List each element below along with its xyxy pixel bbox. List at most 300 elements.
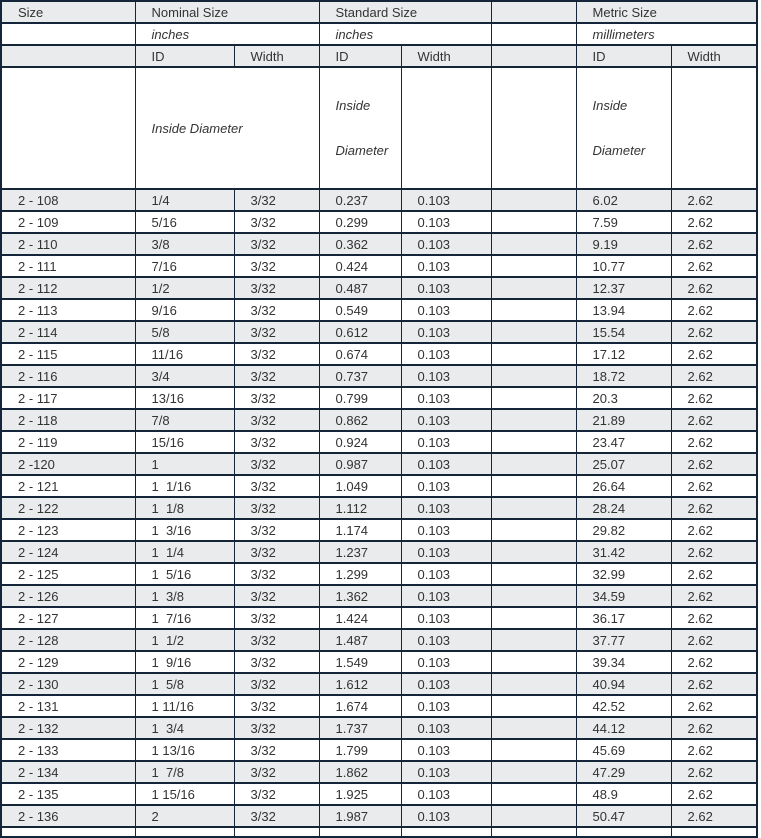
cell-standard-id: 1.487 xyxy=(319,629,401,651)
cell-standard-width: 0.103 xyxy=(401,739,491,761)
cell-metric-id: 37.77 xyxy=(576,629,671,651)
cell-metric-id: 31.42 xyxy=(576,541,671,563)
cell-nominal-width: 3/32 xyxy=(234,475,319,497)
table-row xyxy=(1,761,757,783)
cell-spacer xyxy=(491,519,576,541)
cell-standard-width: 0.103 xyxy=(401,387,491,409)
cell-standard-id: 0.299 xyxy=(319,211,401,233)
cell-size: 2 - 127 xyxy=(1,607,135,629)
cell-metric-id: 45.69 xyxy=(576,739,671,761)
cell-spacer xyxy=(491,607,576,629)
cell-spacer xyxy=(491,277,576,299)
cell-standard-id: 1.737 xyxy=(319,717,401,739)
cell-nominal-id: 7/8 xyxy=(135,409,234,431)
cell-metric-width: 2.62 xyxy=(671,673,757,695)
diameter-word: Diameter xyxy=(335,143,389,158)
table-row xyxy=(1,233,757,255)
cell-standard-id: 1.424 xyxy=(319,607,401,629)
cell-size: 2 - 123 xyxy=(1,519,135,541)
cell-standard-width: 0.103 xyxy=(401,519,491,541)
cell-standard-id: 0.362 xyxy=(319,233,401,255)
cell-standard-id: 1.925 xyxy=(319,783,401,805)
cell-spacer xyxy=(491,673,576,695)
cell-standard-width: 0.103 xyxy=(401,497,491,519)
diameter-word: Diameter xyxy=(592,143,646,158)
cell-metric-width: 2.62 xyxy=(671,519,757,541)
cell-nominal-id: 5/8 xyxy=(135,321,234,343)
cell-metric-width: 2.62 xyxy=(671,233,757,255)
cell-nominal-id: 13/16 xyxy=(135,387,234,409)
table-row xyxy=(1,453,757,475)
cell-size: 2 - 110 xyxy=(1,233,135,255)
cell-metric-id: 40.94 xyxy=(576,673,671,695)
cell-nominal-id: 1 13/16 xyxy=(135,739,234,761)
table-row xyxy=(1,211,757,233)
cell-size: 2 - 111 xyxy=(1,255,135,277)
cell-nominal-width: 3/32 xyxy=(234,761,319,783)
cell-spacer xyxy=(491,717,576,739)
units-nominal: inches xyxy=(135,23,319,45)
cell-spacer xyxy=(491,431,576,453)
cell-spacer xyxy=(491,475,576,497)
table-row xyxy=(1,783,757,805)
cell-nominal-id: 2 xyxy=(135,805,234,827)
table-row xyxy=(1,629,757,651)
cell-metric-width: 2.62 xyxy=(671,431,757,453)
cell-nominal-id: 11/16 xyxy=(135,343,234,365)
cell-spacer xyxy=(491,365,576,387)
cell-spacer xyxy=(491,563,576,585)
cell-standard-id: 1.049 xyxy=(319,475,401,497)
cell-standard-id: 1.799 xyxy=(319,739,401,761)
cell-size: 2 - 121 xyxy=(1,475,135,497)
cell-size: 2 - 135 xyxy=(1,783,135,805)
table-row xyxy=(1,717,757,739)
cell-nominal-id: 1 1/4 xyxy=(135,541,234,563)
cell-nominal-id: 1 1/16 xyxy=(135,475,234,497)
cell-spacer xyxy=(491,321,576,343)
cell-metric-width: 2.62 xyxy=(671,739,757,761)
cell-size: 2 - 112 xyxy=(1,277,135,299)
cell-size: 2 - 119 xyxy=(1,431,135,453)
cell-metric-width: 2.62 xyxy=(671,299,757,321)
cell-size: 2 - 116 xyxy=(1,365,135,387)
cell-nominal-id: 3/4 xyxy=(135,365,234,387)
cell-metric-width: 2.62 xyxy=(671,277,757,299)
cell-spacer xyxy=(491,211,576,233)
cell-size: 2 - 126 xyxy=(1,585,135,607)
header-spacer xyxy=(491,1,576,23)
cell-size: 2 - 136 xyxy=(1,805,135,827)
table-row xyxy=(1,541,757,563)
cell-spacer xyxy=(491,299,576,321)
cell-metric-id: 17.12 xyxy=(576,343,671,365)
table-row xyxy=(1,651,757,673)
cell-standard-width: 0.103 xyxy=(401,321,491,343)
cell-metric-width: 2.62 xyxy=(671,189,757,211)
cell-nominal-id: 1 15/16 xyxy=(135,783,234,805)
table-row xyxy=(1,563,757,585)
cell-metric-id: 9.19 xyxy=(576,233,671,255)
cell-standard-id: 1.674 xyxy=(319,695,401,717)
cell-standard-id: 0.799 xyxy=(319,387,401,409)
cell-standard-width: 0.103 xyxy=(401,673,491,695)
cell-size: 2 - 108 xyxy=(1,189,135,211)
cell-metric-width: 2.62 xyxy=(671,607,757,629)
table-row xyxy=(1,387,757,409)
nominal-inside-diameter-label: Inside Diameter xyxy=(135,67,319,189)
inside-word: Inside xyxy=(335,98,371,113)
cell-metric-id: 50.47 xyxy=(576,805,671,827)
cell-nominal-id: 3/8 xyxy=(135,233,234,255)
cell-metric-id: 21.89 xyxy=(576,409,671,431)
cell-standard-id: 1.174 xyxy=(319,519,401,541)
cell-nominal-id: 1 7/8 xyxy=(135,761,234,783)
header-standard-size: Standard Size xyxy=(319,1,491,23)
cell-metric-width: 2.62 xyxy=(671,783,757,805)
cell-standard-width: 0.103 xyxy=(401,717,491,739)
cell-standard-id xyxy=(319,827,401,837)
cell-size: 2 - 133 xyxy=(1,739,135,761)
table-row xyxy=(1,607,757,629)
cell-standard-width xyxy=(401,827,491,837)
cell-nominal-width: 3/32 xyxy=(234,189,319,211)
units-metric: millimeters xyxy=(576,23,757,45)
units-size-empty xyxy=(1,23,135,45)
table-row xyxy=(1,431,757,453)
cell-metric-id: 25.07 xyxy=(576,453,671,475)
cell-nominal-width: 3/32 xyxy=(234,717,319,739)
header-metric-size: Metric Size xyxy=(576,1,757,23)
cell-standard-id: 0.237 xyxy=(319,189,401,211)
table-row xyxy=(1,805,757,827)
cell-standard-width: 0.103 xyxy=(401,695,491,717)
cell-standard-id: 0.549 xyxy=(319,299,401,321)
cell-standard-id: 0.924 xyxy=(319,431,401,453)
cell-nominal-id: 1/2 xyxy=(135,277,234,299)
cell-nominal-width: 3/32 xyxy=(234,629,319,651)
cell-nominal-id: 5/16 xyxy=(135,211,234,233)
cell-nominal-width: 3/32 xyxy=(234,431,319,453)
cell-standard-id: 1.549 xyxy=(319,651,401,673)
cell-standard-id: 0.987 xyxy=(319,453,401,475)
cell-metric-width: 2.62 xyxy=(671,541,757,563)
table-row xyxy=(1,695,757,717)
cell-metric-width: 2.62 xyxy=(671,321,757,343)
cell-nominal-id: 1 1/8 xyxy=(135,497,234,519)
cell-spacer xyxy=(491,629,576,651)
sub-spacer xyxy=(491,45,576,67)
cell-nominal-id: 7/16 xyxy=(135,255,234,277)
table-row xyxy=(1,299,757,321)
cell-size: 2 - 124 xyxy=(1,541,135,563)
cell-nominal-width: 3/32 xyxy=(234,233,319,255)
cell-spacer xyxy=(491,387,576,409)
cell-spacer xyxy=(491,805,576,827)
sub-standard-id: ID xyxy=(319,45,401,67)
cell-metric-width: 2.62 xyxy=(671,211,757,233)
cell-nominal-id: 1/4 xyxy=(135,189,234,211)
cell-standard-width: 0.103 xyxy=(401,431,491,453)
table-row xyxy=(1,739,757,761)
cell-metric-id: 48.9 xyxy=(576,783,671,805)
cell-standard-width: 0.103 xyxy=(401,453,491,475)
cell-metric-width xyxy=(671,827,757,837)
cell-metric-width: 2.62 xyxy=(671,365,757,387)
table-row xyxy=(1,519,757,541)
metric-width-empty xyxy=(671,67,757,189)
id-row-size-empty xyxy=(1,67,135,189)
cell-metric-id: 26.64 xyxy=(576,475,671,497)
cell-size: 2 - 132 xyxy=(1,717,135,739)
cell-standard-width: 0.103 xyxy=(401,409,491,431)
metric-inside-diameter-label xyxy=(576,67,671,189)
cell-nominal-width: 3/32 xyxy=(234,695,319,717)
cell-nominal-width: 3/32 xyxy=(234,585,319,607)
sub-standard-width: Width xyxy=(401,45,491,67)
cell-metric-id: 36.17 xyxy=(576,607,671,629)
cell-size: 2 - 131 xyxy=(1,695,135,717)
table-row xyxy=(1,365,757,387)
cell-nominal-width: 3/32 xyxy=(234,563,319,585)
table-row xyxy=(1,497,757,519)
header-subcolumns-row xyxy=(1,45,757,67)
header-inside-diameter-row xyxy=(1,67,757,189)
cell-nominal-id: 1 5/8 xyxy=(135,673,234,695)
cell-spacer xyxy=(491,189,576,211)
cell-size: 2 - 114 xyxy=(1,321,135,343)
cell-standard-width: 0.103 xyxy=(401,211,491,233)
cell-nominal-id: 9/16 xyxy=(135,299,234,321)
cell-metric-width: 2.62 xyxy=(671,805,757,827)
cell-spacer xyxy=(491,585,576,607)
cell-standard-id: 1.112 xyxy=(319,497,401,519)
header-units-row xyxy=(1,23,757,45)
cell-spacer xyxy=(491,761,576,783)
cell-spacer xyxy=(491,783,576,805)
cell-standard-id: 0.487 xyxy=(319,277,401,299)
cell-spacer xyxy=(491,409,576,431)
standard-width-empty xyxy=(401,67,491,189)
cell-nominal-width: 3/32 xyxy=(234,805,319,827)
cell-metric-id: 32.99 xyxy=(576,563,671,585)
cell-size: 2 - 113 xyxy=(1,299,135,321)
table-row-clipped xyxy=(1,827,757,837)
cell-nominal-width: 3/32 xyxy=(234,343,319,365)
cell-metric-id: 47.29 xyxy=(576,761,671,783)
cell-standard-id: 1.612 xyxy=(319,673,401,695)
cell-size: 2 - 115 xyxy=(1,343,135,365)
cell-size: 2 - 122 xyxy=(1,497,135,519)
cell-nominal-width xyxy=(234,827,319,837)
cell-spacer xyxy=(491,827,576,837)
cell-metric-width: 2.62 xyxy=(671,717,757,739)
cell-standard-width: 0.103 xyxy=(401,607,491,629)
cell-nominal-width: 3/32 xyxy=(234,739,319,761)
cell-metric-id: 12.37 xyxy=(576,277,671,299)
sub-metric-width: Width xyxy=(671,45,757,67)
cell-spacer xyxy=(491,343,576,365)
cell-standard-width: 0.103 xyxy=(401,629,491,651)
cell-nominal-width: 3/32 xyxy=(234,497,319,519)
cell-standard-width: 0.103 xyxy=(401,761,491,783)
header-group-row xyxy=(1,1,757,23)
cell-spacer xyxy=(491,497,576,519)
cell-nominal-width: 3/32 xyxy=(234,453,319,475)
cell-size: 2 - 125 xyxy=(1,563,135,585)
cell-metric-id: 34.59 xyxy=(576,585,671,607)
cell-spacer xyxy=(491,541,576,563)
cell-metric-id: 15.54 xyxy=(576,321,671,343)
cell-metric-id: 28.24 xyxy=(576,497,671,519)
cell-size: 2 - 129 xyxy=(1,651,135,673)
cell-spacer xyxy=(491,255,576,277)
cell-metric-id: 29.82 xyxy=(576,519,671,541)
cell-nominal-id: 1 9/16 xyxy=(135,651,234,673)
cell-standard-width: 0.103 xyxy=(401,255,491,277)
cell-nominal-width: 3/32 xyxy=(234,651,319,673)
cell-standard-id: 1.299 xyxy=(319,563,401,585)
cell-nominal-id: 1 1/2 xyxy=(135,629,234,651)
cell-nominal-width: 3/32 xyxy=(234,299,319,321)
cell-standard-id: 0.424 xyxy=(319,255,401,277)
cell-nominal-width: 3/32 xyxy=(234,211,319,233)
table-row xyxy=(1,673,757,695)
cell-standard-width: 0.103 xyxy=(401,783,491,805)
cell-metric-id: 20.3 xyxy=(576,387,671,409)
cell-nominal-id: 1 3/8 xyxy=(135,585,234,607)
table-row xyxy=(1,343,757,365)
cell-size: 2 - 118 xyxy=(1,409,135,431)
cell-standard-id: 1.987 xyxy=(319,805,401,827)
cell-metric-width: 2.62 xyxy=(671,409,757,431)
sub-metric-id: ID xyxy=(576,45,671,67)
cell-metric-width: 2.62 xyxy=(671,255,757,277)
table-row xyxy=(1,255,757,277)
cell-metric-width: 2.62 xyxy=(671,475,757,497)
cell-standard-width: 0.103 xyxy=(401,189,491,211)
cell-size: 2 - 134 xyxy=(1,761,135,783)
cell-spacer xyxy=(491,695,576,717)
cell-metric-id: 23.47 xyxy=(576,431,671,453)
cell-standard-width: 0.103 xyxy=(401,365,491,387)
cell-size xyxy=(1,827,135,837)
cell-spacer xyxy=(491,233,576,255)
cell-metric-width: 2.62 xyxy=(671,387,757,409)
cell-metric-width: 2.62 xyxy=(671,563,757,585)
cell-metric-width: 2.62 xyxy=(671,585,757,607)
cell-standard-width: 0.103 xyxy=(401,563,491,585)
cell-standard-width: 0.103 xyxy=(401,233,491,255)
cell-size: 2 - 130 xyxy=(1,673,135,695)
cell-nominal-id: 1 3/4 xyxy=(135,717,234,739)
cell-metric-id: 44.12 xyxy=(576,717,671,739)
cell-standard-width: 0.103 xyxy=(401,805,491,827)
cell-metric-width: 2.62 xyxy=(671,453,757,475)
cell-size: 2 - 128 xyxy=(1,629,135,651)
cell-nominal-width: 3/32 xyxy=(234,277,319,299)
cell-nominal-width: 3/32 xyxy=(234,387,319,409)
cell-nominal-width: 3/32 xyxy=(234,255,319,277)
cell-standard-width: 0.103 xyxy=(401,585,491,607)
header-nominal-size: Nominal Size xyxy=(135,1,319,23)
cell-metric-id: 39.34 xyxy=(576,651,671,673)
cell-nominal-width: 3/32 xyxy=(234,365,319,387)
cell-standard-width: 0.103 xyxy=(401,475,491,497)
units-spacer xyxy=(491,23,576,45)
table-row xyxy=(1,277,757,299)
cell-nominal-id: 1 5/16 xyxy=(135,563,234,585)
inside-word: Inside xyxy=(592,98,628,113)
cell-nominal-id xyxy=(135,827,234,837)
cell-metric-id: 13.94 xyxy=(576,299,671,321)
cell-nominal-width: 3/32 xyxy=(234,519,319,541)
cell-metric-width: 2.62 xyxy=(671,761,757,783)
cell-metric-id: 6.02 xyxy=(576,189,671,211)
cell-spacer xyxy=(491,651,576,673)
table-row xyxy=(1,585,757,607)
sub-size-empty xyxy=(1,45,135,67)
sub-nominal-id: ID xyxy=(135,45,234,67)
cell-metric-id xyxy=(576,827,671,837)
table-row xyxy=(1,189,757,211)
cell-nominal-width: 3/32 xyxy=(234,541,319,563)
cell-nominal-id: 1 xyxy=(135,453,234,475)
id-row-spacer xyxy=(491,67,576,189)
cell-standard-id: 0.612 xyxy=(319,321,401,343)
cell-standard-width: 0.103 xyxy=(401,299,491,321)
cell-standard-id: 1.862 xyxy=(319,761,401,783)
table-row xyxy=(1,475,757,497)
cell-standard-id: 0.737 xyxy=(319,365,401,387)
cell-size: 2 - 109 xyxy=(1,211,135,233)
cell-nominal-width: 3/32 xyxy=(234,673,319,695)
cell-standard-width: 0.103 xyxy=(401,343,491,365)
cell-nominal-id: 1 7/16 xyxy=(135,607,234,629)
cell-standard-id: 0.674 xyxy=(319,343,401,365)
cell-metric-width: 2.62 xyxy=(671,629,757,651)
sub-nominal-width: Width xyxy=(234,45,319,67)
cell-standard-width: 0.103 xyxy=(401,541,491,563)
units-standard: inches xyxy=(319,23,491,45)
cell-nominal-width: 3/32 xyxy=(234,783,319,805)
cell-standard-id: 1.237 xyxy=(319,541,401,563)
cell-metric-width: 2.62 xyxy=(671,695,757,717)
cell-metric-id: 18.72 xyxy=(576,365,671,387)
cell-size: 2 - 117 xyxy=(1,387,135,409)
cell-standard-width: 0.103 xyxy=(401,277,491,299)
header-size: Size xyxy=(1,1,135,23)
cell-metric-width: 2.62 xyxy=(671,651,757,673)
cell-spacer xyxy=(491,453,576,475)
cell-standard-width: 0.103 xyxy=(401,651,491,673)
cell-metric-width: 2.62 xyxy=(671,497,757,519)
standard-inside-diameter-label xyxy=(319,67,401,189)
cell-spacer xyxy=(491,739,576,761)
cell-nominal-id: 15/16 xyxy=(135,431,234,453)
cell-nominal-id: 1 3/16 xyxy=(135,519,234,541)
cell-standard-id: 0.862 xyxy=(319,409,401,431)
cell-standard-id: 1.362 xyxy=(319,585,401,607)
cell-metric-id: 42.52 xyxy=(576,695,671,717)
cell-nominal-width: 3/32 xyxy=(234,409,319,431)
cell-nominal-width: 3/32 xyxy=(234,607,319,629)
cell-size: 2 -120 xyxy=(1,453,135,475)
cell-metric-id: 7.59 xyxy=(576,211,671,233)
cell-metric-id: 10.77 xyxy=(576,255,671,277)
cell-nominal-width: 3/32 xyxy=(234,321,319,343)
table-row xyxy=(1,409,757,431)
